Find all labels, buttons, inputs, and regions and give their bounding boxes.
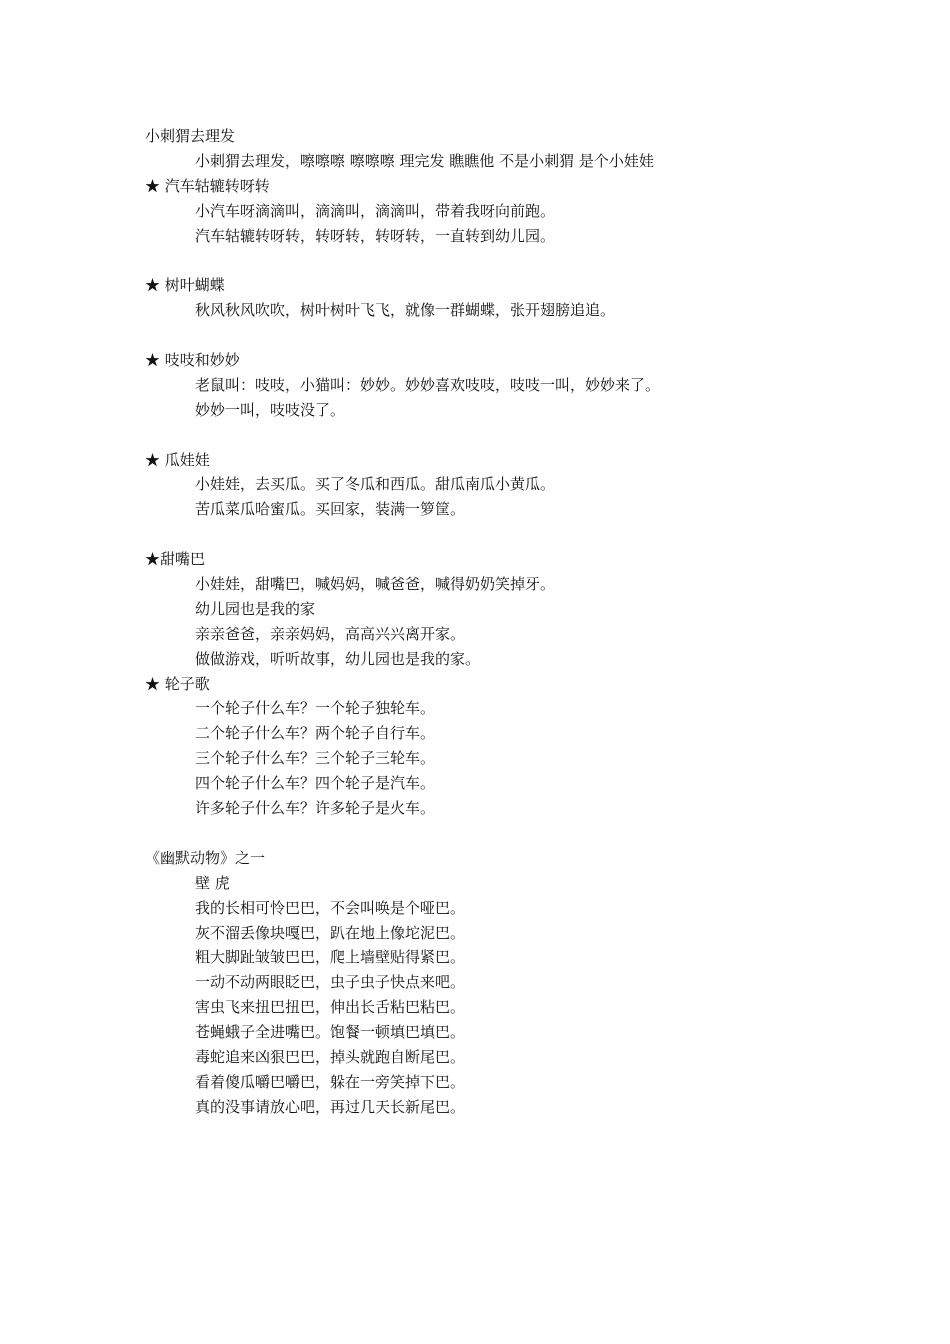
poem-section xyxy=(145,174,865,274)
poem-line: 小刺猬去理发，嚓嚓嚓 嚓嚓嚓 理完发 瞧瞧他 不是小刺猬 是个小娃娃 xyxy=(195,151,654,170)
poem-title: 小刺猬去理发 xyxy=(145,127,236,145)
poem-line: 做做游戏，听听故事，幼儿园也是我的家。 xyxy=(195,649,481,668)
poem-line: 幼儿园也是我的家 xyxy=(195,599,316,618)
poem-line: 真的没事请放心吧，再过几天长新尾巴。 xyxy=(195,1097,466,1116)
section-spacer xyxy=(145,821,865,846)
poem-title: ★ 汽车轱辘转呀转 xyxy=(145,176,270,195)
poem-line: 老鼠叫：吱吱，小猫叫：妙妙。妙妙喜欢吱吱，吱吱一叫，妙妙来了。 xyxy=(195,375,661,394)
poem-line: 许多轮子什么车？许多轮子是火车。 xyxy=(195,799,436,818)
poem-line: 汽车轱辘转呀转，转呀转，转呀转，一直转到幼儿园。 xyxy=(195,226,556,245)
poem-line: 小娃娃，甜嘴巴，喊妈妈，喊爸爸，喊得奶奶笑掉牙。 xyxy=(195,575,556,594)
poem-title: ★甜嘴巴 xyxy=(145,550,206,569)
poem-line: 我的长相可怜巴巴，不会叫唤是个哑巴。 xyxy=(195,898,466,917)
section-spacer xyxy=(145,248,865,273)
poem-line: 一动不动两眼眨巴，虫子虫子快点来吧。 xyxy=(195,973,466,992)
section-spacer xyxy=(145,323,865,348)
poem-title: ★ 吱吱和妙妙 xyxy=(145,351,240,370)
poem-section xyxy=(145,672,865,846)
poem-line: 四个轮子什么车？四个轮子是汽车。 xyxy=(195,774,436,793)
poem-section xyxy=(145,348,865,448)
poem-line: 看着傻瓜嚼巴嚼巴，躲在一旁笑掉下巴。 xyxy=(195,1072,466,1091)
poem-line: 毒蛇追来凶狠巴巴，掉头就跑自断尾巴。 xyxy=(195,1047,466,1066)
poem-line: 小娃娃，去买瓜。买了冬瓜和西瓜。甜瓜南瓜小黄瓜。 xyxy=(195,475,556,494)
section-spacer xyxy=(145,522,865,547)
poem-title: ★ 树叶蝴蝶 xyxy=(145,276,225,295)
poem-section xyxy=(145,846,865,1120)
poem-line: 小汽车呀滴滴叫，滴滴叫，滴滴叫，带着我呀向前跑。 xyxy=(195,201,556,220)
poem-title: ★ 轮子歌 xyxy=(145,674,210,693)
poem-line: 二个轮子什么车？两个轮子自行车。 xyxy=(195,724,436,743)
section-spacer xyxy=(145,423,865,448)
poem-line: 妙妙一叫，吱吱没了。 xyxy=(195,400,346,419)
poem-section xyxy=(145,547,865,671)
poem-line: 亲亲爸爸，亲亲妈妈，高高兴兴离开家。 xyxy=(195,624,466,643)
poem-line: 粗大脚趾皱皱巴巴，爬上墙壁贴得紧巴。 xyxy=(195,948,466,967)
poem-line: 一个轮子什么车？一个轮子独轮车。 xyxy=(195,699,436,718)
poem-section xyxy=(145,124,865,174)
poem-collection xyxy=(145,124,865,1120)
poem-line: 灰不溜丢像块嘎巴，趴在地上像坨泥巴。 xyxy=(195,923,466,942)
poem-line: 秋风秋风吹吹，树叶树叶飞飞，就像一群蝴蝶，张开翅膀追追。 xyxy=(195,301,616,320)
poem-line: 三个轮子什么车？三个轮子三轮车。 xyxy=(195,749,436,768)
poem-section xyxy=(145,448,865,548)
poem-line: 苦瓜菜瓜哈蜜瓜。买回家，装满一箩筐。 xyxy=(195,500,466,519)
poem-line: 壁 虎 xyxy=(195,873,230,892)
poem-title: ★ 瓜娃娃 xyxy=(145,450,210,469)
poem-line: 苍蝇蛾子全进嘴巴。饱餐一顿填巴填巴。 xyxy=(195,1023,466,1042)
poem-section xyxy=(145,273,865,348)
poem-title: 《幽默动物》之一 xyxy=(145,848,266,867)
poem-line: 害虫飞来扭巴扭巴，伸出长舌粘巴粘巴。 xyxy=(195,998,466,1017)
